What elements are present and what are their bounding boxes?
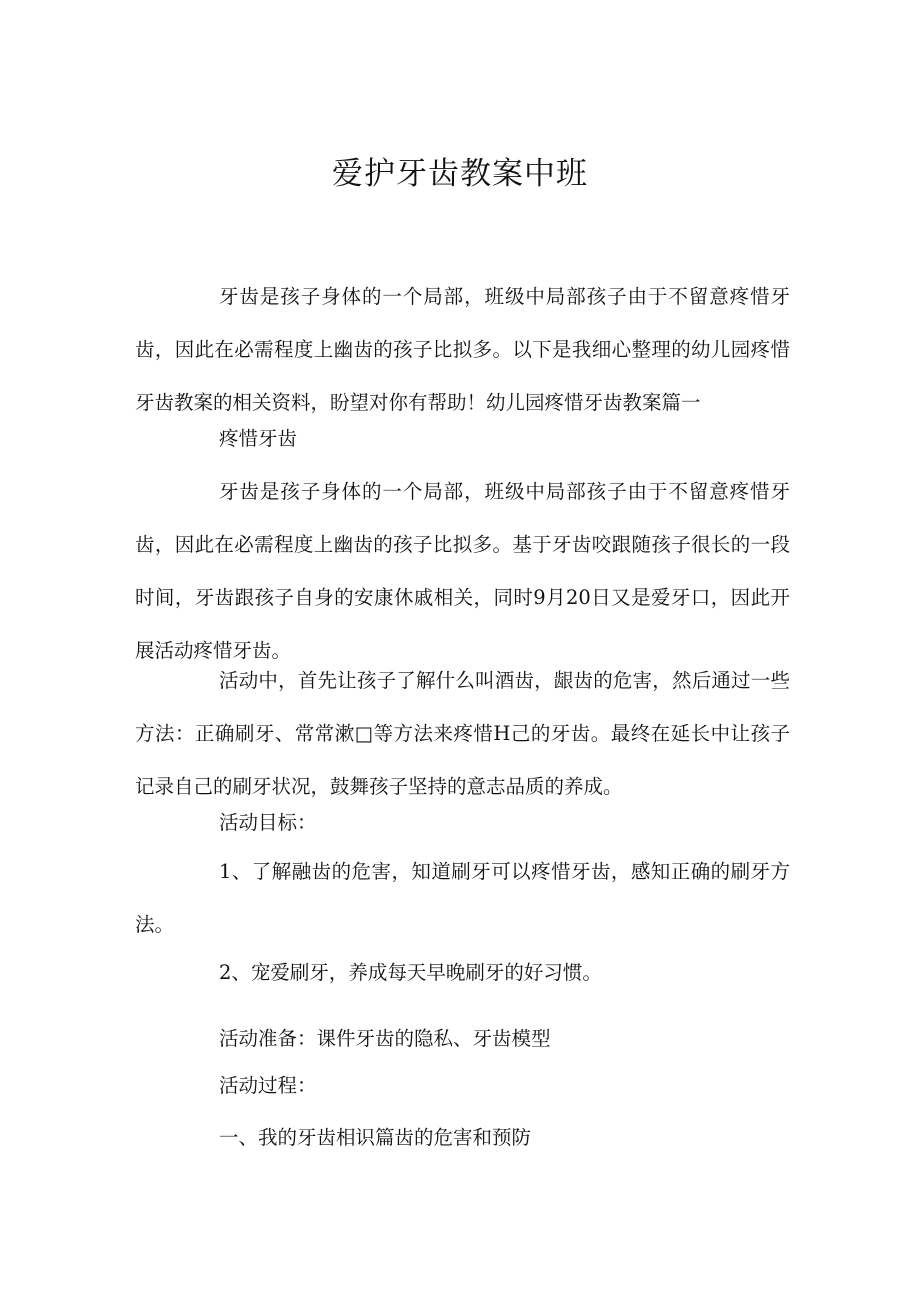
section-heading-protect-teeth: 疼惜牙齿	[219, 427, 298, 450]
goal-item-2: 2、宠爱刷牙，养成每天早晚刷牙的好习惯。	[219, 961, 602, 984]
process-heading: 活动过程：	[219, 1074, 317, 1097]
process-step-1: 一、我的牙齿相识篇齿的危害和预防	[219, 1126, 532, 1149]
activity-description-paragraph: 活动中，首先让孩子了解什么叫酒齿，龈齿的危害，然后通过一些方法：正确刷牙、常常漱□等方法来疼惜H己的牙齿。最终在延长中让孩子记录自己的刷牙状况，鼓舞孩子坚持的意志品质的养成。	[135, 669, 790, 798]
background-paragraph: 牙齿是孩子身体的一个局部，班级中局部孩子由于不留意疼惜牙齿，因此在必需程度上幽齿的孩子比拟多。基于牙齿咬跟随孩子很长的一段时间，牙齿跟孩子自身的安康休戚相关，同时9月20日又是爱牙口，因此开展活动疼惜牙齿。	[135, 480, 790, 662]
preparation-line: 活动准备：课件牙齿的隐私、牙齿模型	[219, 1027, 551, 1050]
document-title: 爱护牙齿教案中班	[332, 156, 588, 192]
intro-paragraph: 牙齿是孩子身体的一个局部，班级中局部孩子由于不留意疼惜牙齿，因此在必需程度上幽齿的孩子比拟多。以下是我细心整理的幼儿园疼惜牙齿教案的相关资料，盼望对你有帮助！幼儿园疼惜牙齿教案篇一	[135, 285, 790, 414]
goals-heading: 活动目标：	[219, 811, 317, 834]
goal-item-1: 1、了解融齿的危害，知道刷牙可以疼惜牙齿，感知正确的刷牙方法。	[135, 860, 790, 936]
